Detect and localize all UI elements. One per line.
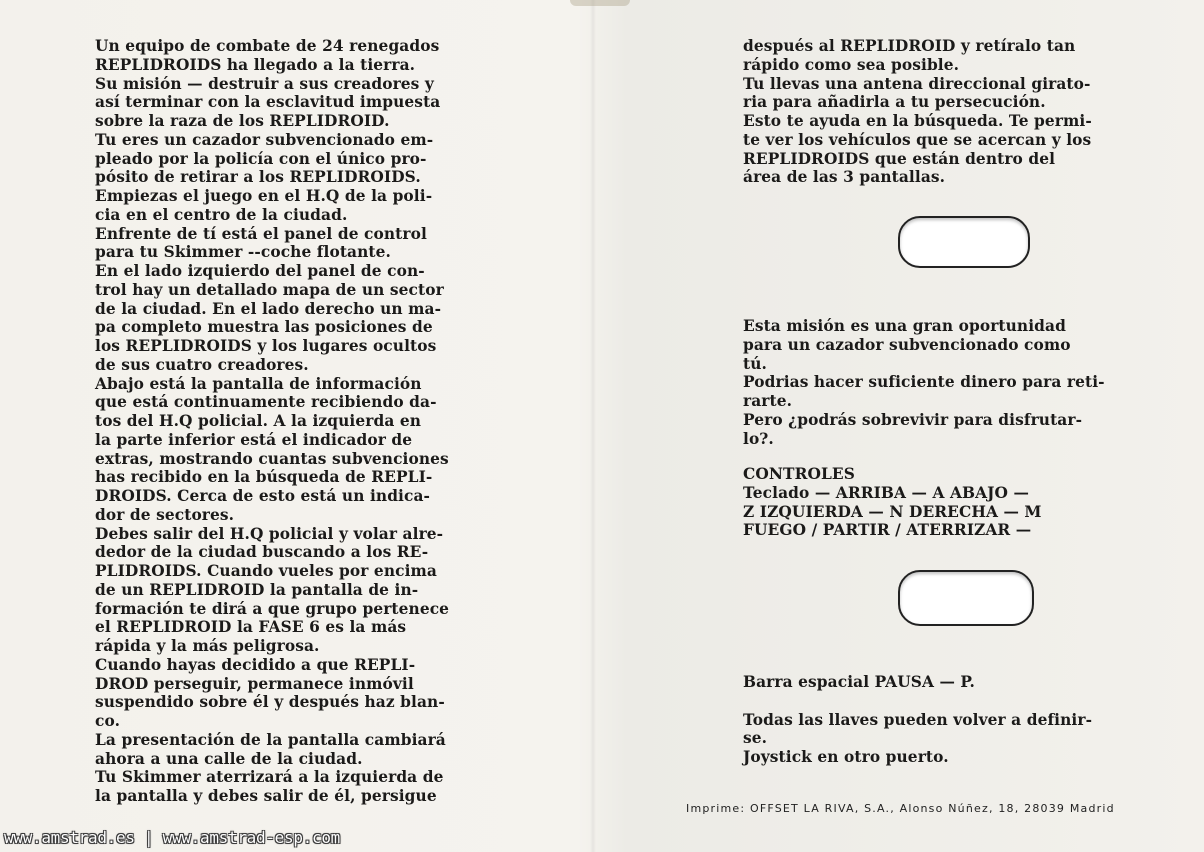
printer-imprint: Imprime: OFFSET LA RIVA, S.A., Alonso Núñez, 18, 28039 Madrid (686, 802, 1115, 815)
center-fold (590, 0, 596, 852)
text-line: de sus cuatro creadores. (95, 355, 309, 374)
text-line: Barra espacial PAUSA — P. (743, 673, 975, 691)
text-line: rápida y la más peligrosa. (95, 637, 320, 655)
text-line: te ver los vehículos que se acercan y los (743, 130, 1092, 149)
text-line: Esta misión es una gran oportunidad (743, 317, 1066, 335)
text-line: formación te dirá a que grupo pertenece (95, 599, 450, 618)
text-line: Podrias hacer suficiente dinero para reti- (743, 373, 1105, 392)
site-watermark: www.amstrad.es | www.amstrad-esp.com (4, 828, 340, 847)
text-line: PLIDROIDS. Cuando vueles por encima (95, 562, 437, 580)
text-line: Pero ¿podrás sobrevivir para disfrutar- (743, 410, 1083, 429)
text-line: Joystick en otro puerto. (743, 748, 949, 766)
text-line: Abajo está la pantalla de información (95, 374, 422, 393)
text-line: dedor de la ciudad buscando a los RE- (95, 543, 429, 562)
text-line: cia en el centro de la ciudad. (95, 205, 348, 224)
text-line: REPLIDROIDS ha llegado a la tierra. (95, 55, 416, 74)
text-line: después al REPLIDROID y retíralo tan (743, 37, 1076, 55)
right-column-mid-text (743, 317, 1105, 448)
text-line: pleado por la policía con el único pro- (95, 149, 427, 168)
text-line: suspendido sobre él y después haz blan- (95, 693, 445, 712)
text-line: que está continuamente recibiendo da- (95, 393, 437, 412)
text-line: área de las 3 pantallas. (743, 168, 946, 187)
right-column-top-text (743, 37, 1092, 187)
text-line: Esto te ayuda en la búsqueda. Te permi- (743, 112, 1092, 130)
text-line: para un cazador subvencionado como (743, 335, 1071, 354)
right-column-bottom-text (743, 673, 1093, 767)
staple-mark (570, 0, 630, 6)
text-line: extras, mostrando cuantas subvenciones (95, 449, 449, 468)
text-line: Tu eres un cazador subvencionado em- (95, 130, 434, 149)
controls-heading: CONTROLES (743, 465, 855, 483)
text-line: Su misión — destruir a sus creadores y (95, 74, 434, 93)
text-line: DROD perseguir, permanece inmóvil (95, 674, 414, 693)
text-line: los REPLIDROIDS y los lugares ocultos (95, 337, 437, 355)
text-line: se. (743, 729, 768, 748)
controls-lines (743, 484, 1088, 540)
text-line: Tu llevas una antena direccional girato- (743, 74, 1091, 93)
text-line: de un REPLIDROID la pantalla de in- (95, 580, 419, 599)
controls-line: FUEGO / PARTIR / ATERRIZAR — (743, 521, 1032, 540)
card-slot-bottom (898, 570, 1034, 626)
card-slot-top (898, 216, 1030, 268)
text-line: trol hay un detallado mapa de un sector (95, 280, 444, 299)
text-line: así terminar con la esclavitud impuesta (95, 93, 441, 112)
text-line: ahora a una calle de la ciudad. (95, 749, 363, 768)
text-line: para tu Skimmer --coche flotante. (95, 243, 391, 262)
text-line: Empiezas el juego en el H.Q de la poli- (95, 187, 433, 205)
text-line: lo?. (743, 429, 774, 448)
text-line: tú. (743, 354, 767, 373)
text-line: dor de sectores. (95, 505, 235, 524)
controls-section (743, 465, 1088, 540)
text-line: sobre la raza de los REPLIDROID. (95, 112, 390, 130)
text-line: la pantalla y debes salir de él, persigue (95, 787, 437, 805)
text-line: ria para añadirla a tu persecución. (743, 93, 1046, 112)
left-column-text (95, 37, 450, 806)
text-line: La presentación de la pantalla cambiará (95, 730, 446, 749)
text-line: DROIDS. Cerca de esto está un indica- (95, 487, 431, 505)
text-line: Cuando hayas decidido a que REPLI- (95, 655, 416, 674)
text-line: pósito de retirar a los REPLIDROIDS. (95, 168, 421, 187)
text-line (743, 692, 1088, 711)
text-line: Enfrente de tí está el panel de control (95, 224, 427, 243)
text-line: pa completo muestra las posiciones de (95, 318, 433, 337)
text-line: la parte inferior está el indicador de (95, 430, 413, 449)
controls-line: Teclado — ARRIBA — A ABAJO — (743, 483, 1030, 502)
text-line: En el lado izquierdo del panel de con- (95, 262, 425, 280)
text-line: Todas las llaves pueden volver a definir- (743, 710, 1093, 729)
text-line: REPLIDROIDS que están dentro del (743, 149, 1056, 168)
text-line: co. (95, 712, 121, 730)
text-line: Debes salir del H.Q policial y volar alre- (95, 524, 444, 543)
text-line: rápido como sea posible. (743, 55, 960, 74)
text-line: de la ciudad. En el lado derecho un ma- (95, 299, 442, 318)
controls-line: Z IZQUIERDA — N DERECHA — M (743, 502, 1042, 521)
text-line: rarte. (743, 392, 793, 410)
text-line: Un equipo de combate de 24 renegados (95, 37, 440, 55)
text-line: el REPLIDROID la FASE 6 es la más (95, 618, 407, 637)
text-line: Tu Skimmer aterrizará a la izquierda de (95, 768, 444, 787)
text-line: tos del H.Q policial. A la izquierda en (95, 412, 422, 430)
text-line: has recibido en la búsqueda de REPLI- (95, 468, 433, 487)
